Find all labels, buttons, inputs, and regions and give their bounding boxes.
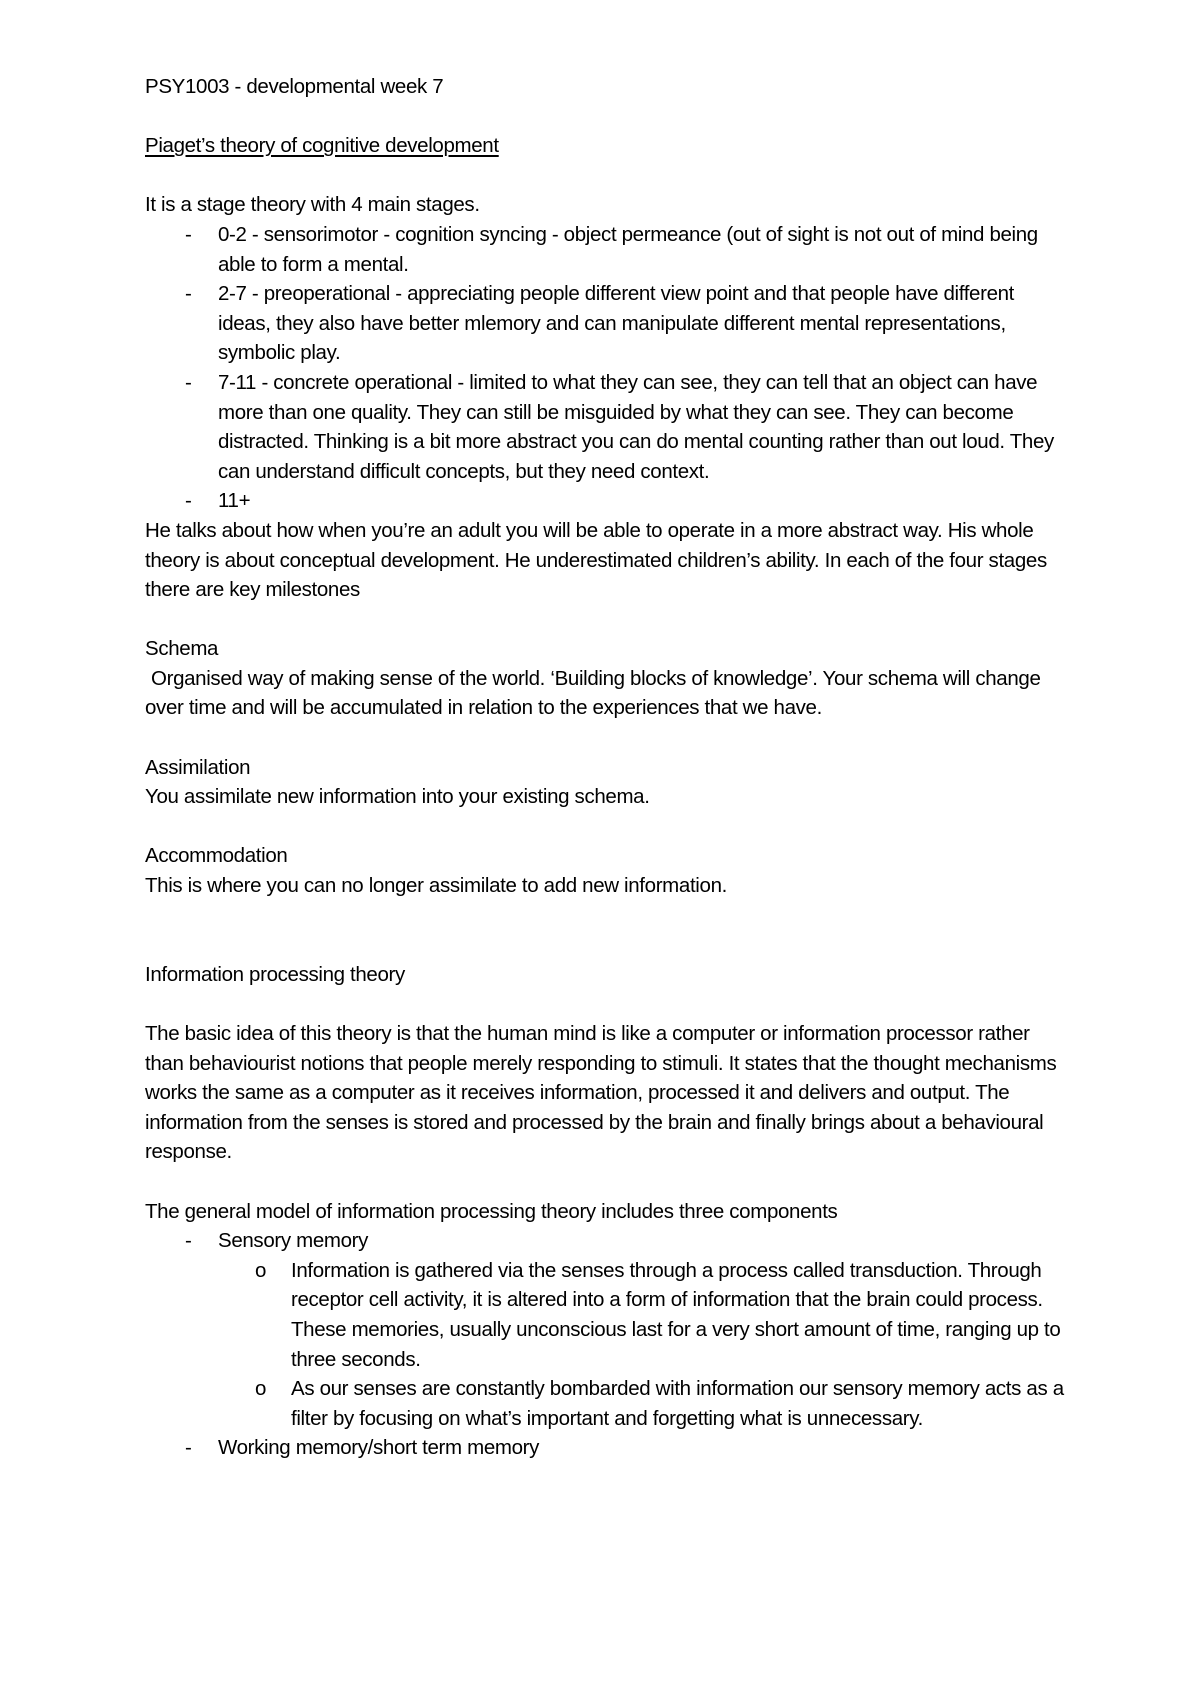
stage-list <box>145 220 1065 516</box>
piaget-heading: Piaget’s theory of cognitive development <box>145 134 499 158</box>
point-text: As our senses are constantly bombarded with information our sensory memory acts as a filter by focusing on what’s important and forgetting what is unnecessary. <box>291 1377 1064 1430</box>
piaget-intro: It is a stage theory with 4 main stages. <box>145 193 480 217</box>
circle-bullet: o <box>255 1258 267 1282</box>
dash-bullet: - <box>185 222 192 246</box>
list-item <box>145 220 1065 279</box>
stage-text: 7-11 - concrete operational - limited to what they can see, they can tell that an object can have more than one quality. They can still be misguided by what they can see. They can become distracted. Thinking is a bit more abstract you can do mental counting rather than out loud. They can understand difficult concepts, but they need context. <box>218 370 1054 483</box>
assimilation-heading: Assimilation <box>145 755 251 779</box>
document-title: PSY1003 - developmental week 7 <box>145 75 444 98</box>
sensory-memory-points <box>218 1256 1065 1434</box>
accommodation-text: This is where you can no longer assimilate to add new information. <box>145 874 727 898</box>
spacer <box>145 901 1065 960</box>
dash-bullet: - <box>185 370 192 394</box>
dash-bullet: - <box>185 1436 192 1460</box>
piaget-summary: He talks about how when you’re an adult you will be able to operate in a more abstract way. His whole theory is about conceptual development. He underestimated children’s ability. In each of the four stages there are key milestones <box>145 518 1047 602</box>
stage-text: 11+ <box>218 489 251 513</box>
info-processing-heading: Information processing theory <box>145 962 405 986</box>
info-processing-paragraph: The basic idea of this theory is that the human mind is like a computer or information processor rather than behaviourist notions that people merely responding to stimuli. It states that the thought mechanisms works the same as a computer as it receives information, processed it and delivers and output. The information from the senses is stored and processed by the brain and finally brings about a behavioural response. <box>145 1022 1057 1164</box>
list-item <box>145 1226 1065 1256</box>
dash-bullet: - <box>185 282 192 306</box>
component-label: Sensory memory <box>218 1229 369 1253</box>
list-item <box>145 1433 1065 1463</box>
spacer <box>145 102 1065 132</box>
dash-bullet: - <box>185 489 192 513</box>
circle-bullet: o <box>255 1377 267 1401</box>
dash-bullet: - <box>185 1229 192 1253</box>
schema-body: Organised way of making sense of the world. ‘Building blocks of knowledge’. Your schema will change over time and will be accumulated in relation to the experiences that we have. <box>145 666 1041 720</box>
schema-heading: Schema <box>145 637 219 661</box>
stage-text: 2-7 - preoperational - appreciating people different view point and that people have different ideas, they also have better mlemory and can manipulate different mental representations, symbolic play. <box>218 282 1015 365</box>
assimilation-text: You assimilate new information into your existing schema. <box>145 785 650 809</box>
spacer <box>145 1167 1065 1197</box>
list-item <box>218 1374 1065 1433</box>
list-item <box>145 368 1065 486</box>
list-item <box>145 279 1065 368</box>
component-label: Working memory/short term memory <box>218 1436 540 1460</box>
spacer <box>145 161 1065 191</box>
list-item <box>218 1256 1065 1374</box>
document-body <box>145 72 1065 1463</box>
model-intro: The general model of information processing theory includes three components <box>145 1199 838 1223</box>
component-list <box>145 1226 1065 1256</box>
list-item <box>145 486 1065 516</box>
component-list-continued <box>145 1433 1065 1463</box>
stage-text: 0-2 - sensorimotor - cognition syncing - object permeance (out of sight is not out of mind being able to form a mental. <box>218 222 1038 276</box>
point-text: Information is gathered via the senses through a process called transduction. Through receptor cell activity, it is altered into a form of information that the brain could process. These memories, usually unconscious last for a very short amount of time, ranging up to three seconds. <box>291 1258 1061 1371</box>
spacer <box>145 989 1065 1019</box>
spacer <box>145 723 1065 753</box>
accommodation-heading: Accommodation <box>145 844 288 868</box>
schema-text <box>145 664 1065 723</box>
spacer <box>145 605 1065 635</box>
spacer <box>145 812 1065 842</box>
